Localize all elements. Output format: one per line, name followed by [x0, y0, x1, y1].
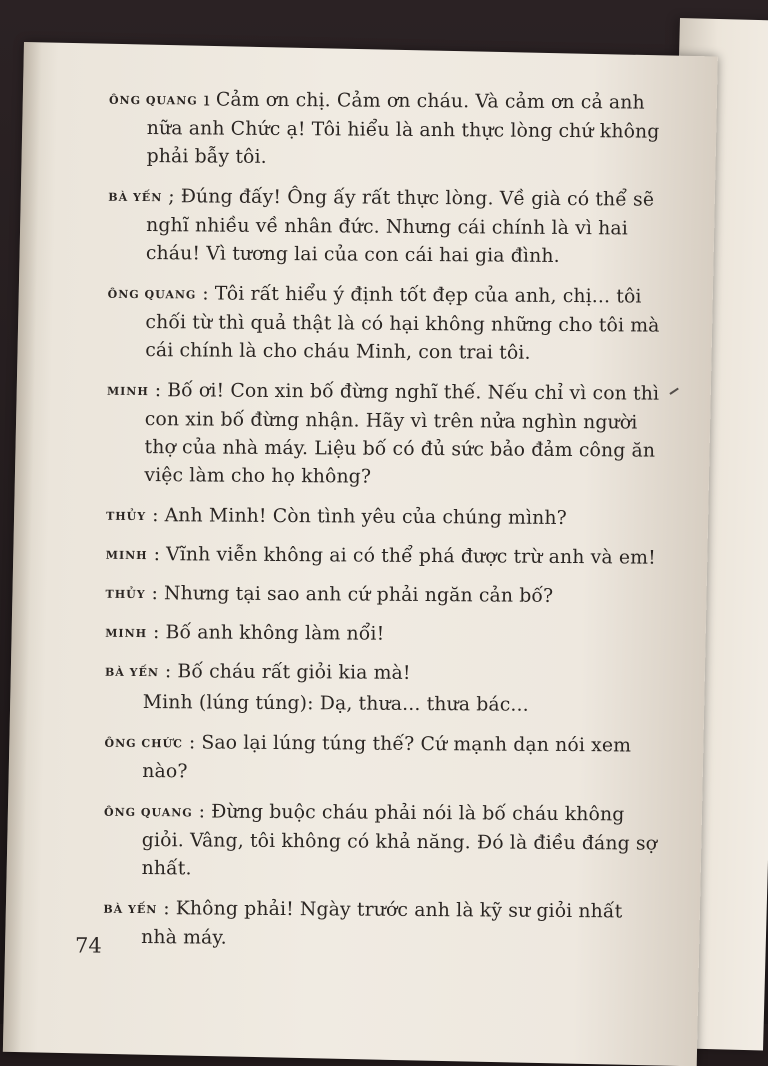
book-page — [3, 42, 718, 1066]
dialogue-entry — [109, 86, 670, 175]
speaker-name: BÀ YẾN — [104, 665, 160, 680]
dialogue-line: Không phải! Ngày trước anh là kỹ sư giỏi nhất nhà máy. — [141, 898, 623, 949]
speaker-separator: ; — [168, 186, 175, 208]
speaker-separator: ı — [203, 89, 210, 111]
speaker-name: MINH — [106, 384, 149, 399]
speaker-name: MINH — [105, 626, 148, 641]
dialogue-line: Tôi rất hiểu ý định tốt đẹp của anh, chị... tôi chối từ thì quả thật là có hại không những cho tôi mà cái chính là cho cháu Minh, con trai tôi. — [145, 283, 660, 364]
dialogue-line: Bố anh không làm nổi! — [165, 622, 385, 645]
dialogue-line: Vĩnh viễn không ai có thể phá được trừ anh và em! — [166, 544, 656, 569]
speaker-separator: : — [188, 732, 196, 754]
dialogue-entry — [106, 377, 667, 494]
dialogue-line: Bố cháu rất giỏi kia mà! — [177, 661, 411, 684]
dialogue-entry — [105, 619, 665, 652]
speaker-name: THỦY — [106, 509, 147, 524]
speaker-name: BÀ YẾN — [103, 902, 158, 917]
margin-mark — [669, 388, 682, 400]
dialogue-entry — [105, 658, 665, 721]
speaker-name: THỦY — [105, 587, 146, 602]
page-number: 74 — [75, 933, 102, 958]
dialogue-line: Anh Minh! Còn tình yêu của chúng mình? — [164, 505, 567, 529]
dialogue-entry — [107, 280, 668, 369]
dialogue-entry — [104, 798, 665, 887]
speaker-name: ÔNG QUANG — [103, 805, 193, 820]
speaker-separator: : — [198, 801, 206, 823]
dialogue-line: Cảm ơn chị. Cảm ơn cháu. Và cảm ơn cả anh nữa anh Chức ạ! Tôi hiểu là anh thực lòng chứ không phải bẫy tôi. — [146, 89, 660, 168]
speaker-separator: : — [151, 583, 159, 605]
dialogue-entry — [106, 541, 666, 574]
dialogue-line: Đừng buộc cháu phải nói là bố cháu không giỏi. Vâng, tôi không có khả năng. Đó là điều đáng sợ nhất. — [141, 801, 658, 880]
speaker-name: ÔNG QUANG — [107, 287, 197, 302]
dialogue-entry — [103, 895, 663, 956]
dialogue-line: Bố ơi! Con xin bố đừng nghĩ thế. Nếu chỉ vì con thì con xin bố đừng nhận. Hãy vì trên nửa nghìn người thợ của nhà máy. Liệu bố có đủ sức bảo đảm công ăn việc làm cho họ không? — [144, 380, 660, 488]
dialogue-entry — [106, 502, 666, 535]
speaker-separator: : — [152, 505, 159, 527]
dialogue-text-block — [103, 86, 669, 968]
stage-direction: Minh (lúng túng): Dạ, thưa... thưa bác... — [142, 692, 529, 716]
dialogue-entry — [108, 183, 669, 272]
speaker-separator: : — [154, 380, 162, 402]
speaker-separator: : — [163, 898, 170, 920]
dialogue-line: Đúng đấy! Ông ấy rất thực lòng. Về già có thể sẽ nghĩ nhiều về nhân đức. Nhưng cái chính là vì hai cháu! Vì tương lai của con cái hai gia đình. — [145, 186, 655, 267]
dialogue-line: Sao lại lúng túng thế? Cứ mạnh dạn nói xem nào? — [142, 732, 632, 783]
speaker-name: MINH — [105, 548, 148, 563]
dialogue-line: Nhưng tại sao anh cứ phải ngăn cản bố? — [163, 583, 554, 607]
dialogue-entry — [104, 729, 664, 790]
speaker-name: ÔNG QUANG — [108, 93, 198, 108]
speaker-name: ÔNG CHỨC — [104, 736, 183, 751]
dialogue-entry — [105, 580, 665, 613]
speaker-separator: : — [153, 544, 161, 566]
speaker-separator: : — [202, 283, 209, 305]
speaker-separator: : — [164, 661, 172, 683]
speaker-separator: : — [152, 622, 160, 644]
speaker-name: BÀ YẾN — [108, 190, 163, 205]
